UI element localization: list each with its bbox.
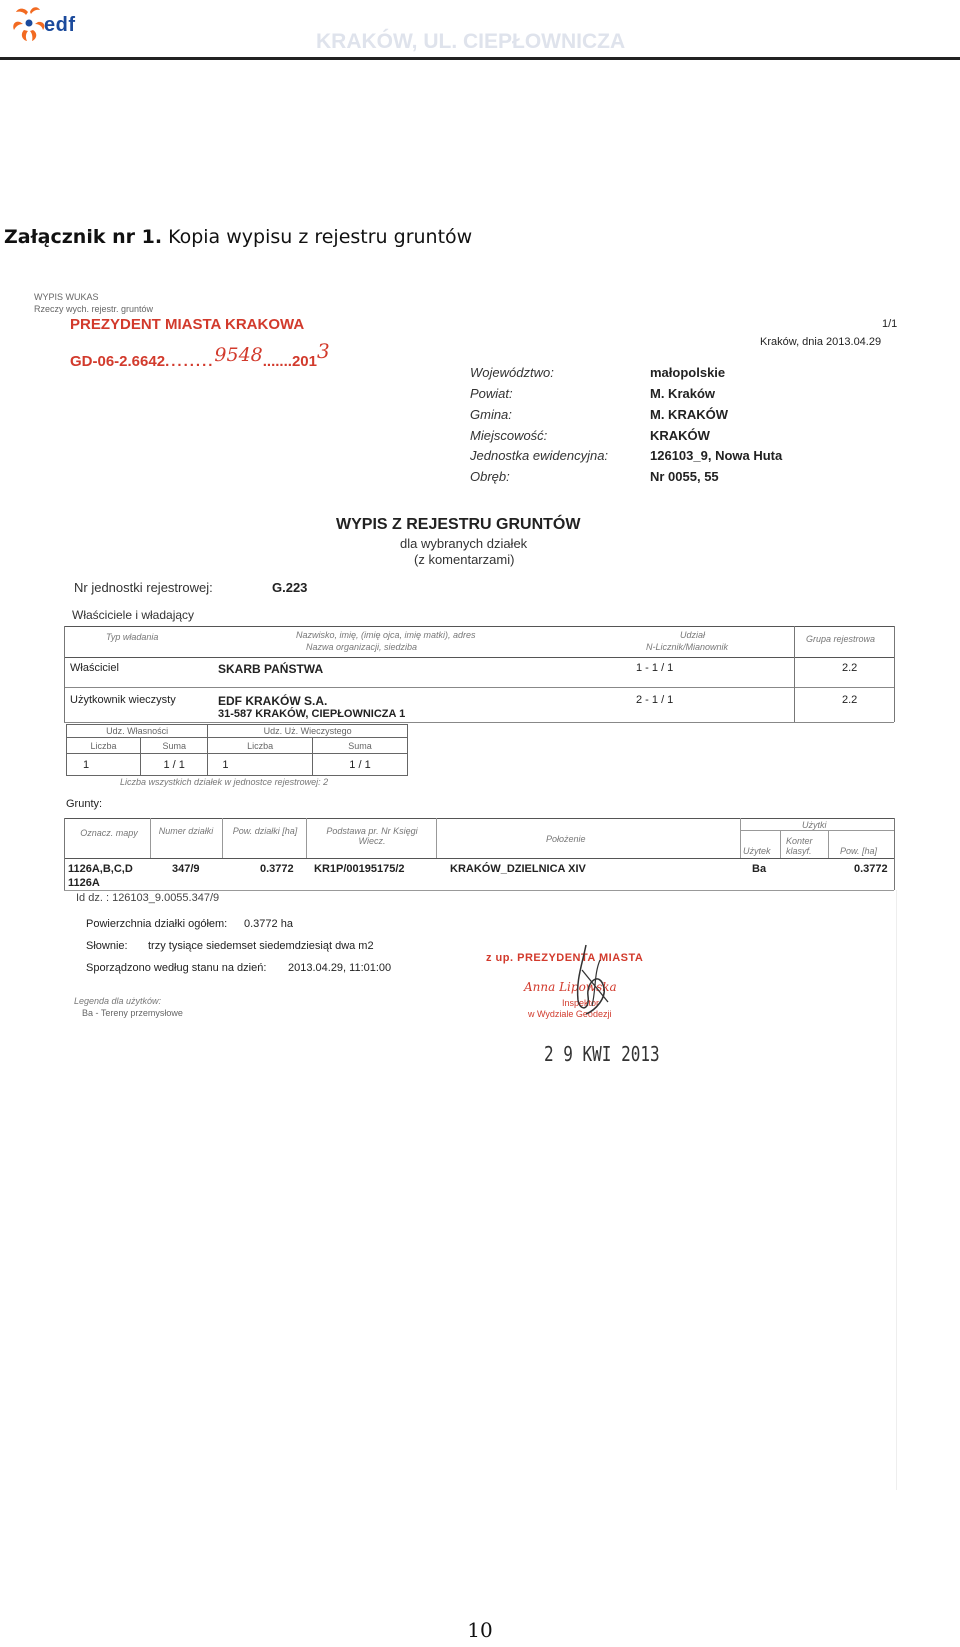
parcels-count-note: Liczba wszystkich działek w jednostce rejestrowej: 2 <box>120 777 329 787</box>
header-title: KRAKÓW, UL. CIEPŁOWNICZA <box>316 30 626 53</box>
shares-table <box>66 724 408 776</box>
shares-value: 1 <box>67 754 141 776</box>
table-rule <box>150 818 151 858</box>
table-rule <box>222 818 223 858</box>
owner-share: 2 - 1 / 1 <box>636 694 674 706</box>
land-kw: KR1P/00195175/2 <box>314 863 405 875</box>
location-label: Gmina: <box>470 407 512 422</box>
location-label: Województwo: <box>470 365 554 380</box>
table-rule <box>740 830 894 831</box>
signature-stamp-line: w Wydziale Geodezji <box>528 1009 612 1019</box>
signature-stamp-line: z up. PREZYDENTA MIASTA <box>486 952 644 964</box>
table-rule <box>894 626 895 722</box>
place-and-date: Kraków, dnia 2013.04.29 <box>760 336 882 348</box>
table-rule <box>64 687 894 688</box>
land-header: Użytek <box>743 846 771 856</box>
location-value: KRAKÓW <box>650 428 710 443</box>
summary-label: Słownie: <box>86 940 128 952</box>
attachment-number: Załącznik nr 1. <box>4 226 163 248</box>
shares-header: Udz. Uż. Wieczystego <box>208 725 408 738</box>
shares-value: 1 <box>208 754 313 776</box>
signature-stamp-line: Anna Lipowska <box>524 980 617 994</box>
reference-number: GD-06-2.6642........9548.......2013 <box>70 339 330 370</box>
table-rule <box>828 830 829 858</box>
owner-group: 2.2 <box>842 662 858 674</box>
parcel-id: Id dz. : 126103_9.0055.347/9 <box>76 892 220 904</box>
owners-header: N-Licznik/Mianownik <box>646 642 729 652</box>
owner-share: 1 - 1 / 1 <box>636 662 674 674</box>
land-area: 0.3772 <box>260 863 294 875</box>
location-value: M. Kraków <box>650 386 716 401</box>
table-rule <box>64 722 894 723</box>
summary-value: 0.3772 ha <box>244 918 293 930</box>
table-rule <box>64 858 894 859</box>
unit-value: G.223 <box>272 580 308 595</box>
document-subtitle: (z komentarzami) <box>414 552 515 567</box>
location-value: małopolskie <box>650 365 726 380</box>
document-subtitle: dla wybranych działek <box>400 536 528 551</box>
page-mark: 1/1 <box>882 318 898 330</box>
unit-label: Nr jednostki rejestrowej: <box>74 580 213 595</box>
header-divider <box>0 57 960 60</box>
land-header: Oznacz. mapy <box>80 828 138 838</box>
page-number: 10 <box>467 1618 493 1642</box>
land-header: Pow. [ha] <box>840 846 878 856</box>
scan-corner-text: Rzeczy wych. rejestr. gruntów <box>34 304 154 314</box>
location-label: Jednostka ewidencyjna: <box>470 448 609 463</box>
land-section-label: Grunty: <box>66 798 103 810</box>
land-header: Numer działki <box>158 826 214 836</box>
land-header: Użytki <box>802 820 827 830</box>
table-rule <box>894 818 895 890</box>
summary-label: Powierzchnia działki ogółem: <box>86 918 228 930</box>
shares-header: Suma <box>141 738 208 754</box>
summary-value: trzy tysiące siedemset siedemdziesiąt dwa m2 <box>148 940 374 952</box>
owner-type: Właściciel <box>70 662 119 674</box>
table-rule <box>306 818 307 858</box>
land-header: Pow. działki [ha] <box>232 826 298 836</box>
attachment-title: Kopia wypisu z rejestru gruntów <box>162 226 473 248</box>
handwritten-signature <box>556 940 636 1020</box>
location-label: Miejscowość: <box>470 428 548 443</box>
owners-header: Udział <box>680 630 706 640</box>
shares-header: Suma <box>312 738 407 754</box>
land-map: 1126A,B,C,D <box>68 863 133 875</box>
location-label: Obręb: <box>470 469 510 484</box>
location-label: Powiat: <box>470 386 513 401</box>
legend-title: Legenda dla użytków: <box>74 996 162 1006</box>
logo-wordmark: edf <box>44 14 76 36</box>
land-parcel: 347/9 <box>172 863 200 875</box>
land-map: 1126A <box>68 877 100 889</box>
shares-header: Udz. Własności <box>67 725 208 738</box>
table-rule <box>436 818 437 858</box>
owners-header: Nazwa organizacji, siedziba <box>306 642 418 652</box>
location-value: 126103_9, Nowa Huta <box>650 448 783 463</box>
shares-value: 1 / 1 <box>312 754 407 776</box>
signature-stamp-line: Inspektor <box>562 998 600 1008</box>
location-value: M. KRAKÓW <box>650 407 728 422</box>
land-use: Ba <box>752 863 767 875</box>
owners-header: Nazwisko, imię, (imię ojca, imię matki), adres <box>296 630 476 640</box>
table-rule <box>794 626 795 722</box>
summary-value: 2013.04.29, 11:01:00 <box>288 962 392 974</box>
land-header: Podstawa pr. Nr Księgi Wiecz. <box>326 826 418 846</box>
shares-header: Liczba <box>67 738 141 754</box>
table-rule <box>64 626 65 722</box>
shares-header: Liczba <box>208 738 313 754</box>
table-rule <box>64 818 65 890</box>
land-location: KRAKÓW_DZIELNICA XIV <box>450 863 586 875</box>
legend-item: Ba - Tereny przemysłowe <box>82 1008 183 1018</box>
received-date-stamp: 2 9 KWI 2013 <box>544 1042 660 1066</box>
scanned-land-register-extract <box>16 290 940 1500</box>
land-header: Położenie <box>546 834 586 844</box>
issuer-stamp: PREZYDENT MIASTA KRAKOWA <box>70 316 305 333</box>
table-rule <box>64 818 894 819</box>
owner-name: SKARB PAŃSTWA <box>218 662 324 676</box>
owners-header: Typ władania <box>106 632 159 642</box>
owners-header: Grupa rejestrowa <box>806 634 876 644</box>
table-rule <box>64 657 894 658</box>
table-rule <box>64 626 894 627</box>
land-header: Konter klasyf. <box>786 836 813 856</box>
summary-label: Sporządzono według stanu na dzień: <box>86 962 267 974</box>
table-rule <box>780 830 781 858</box>
land-use-area: 0.3772 <box>854 863 888 875</box>
shares-value: 1 / 1 <box>141 754 208 776</box>
scan-corner-text: WYPIS WUKAS <box>34 292 99 302</box>
document-title: WYPIS Z REJESTRU GRUNTÓW <box>336 516 581 533</box>
table-rule <box>740 818 741 858</box>
owner-type: Użytkownik wieczysty <box>70 694 176 706</box>
table-rule <box>64 890 894 891</box>
location-value: Nr 0055, 55 <box>650 469 719 484</box>
owner-group: 2.2 <box>842 694 858 706</box>
scan-edge <box>896 890 897 1490</box>
attachment-heading <box>4 226 472 248</box>
owner-name: EDF KRAKÓW S.A. <box>218 694 328 708</box>
owners-section-label: Właściciele i władający <box>72 608 195 622</box>
owner-address: 31-587 KRAKÓW, CIEPŁOWNICZA 1 <box>218 708 406 720</box>
